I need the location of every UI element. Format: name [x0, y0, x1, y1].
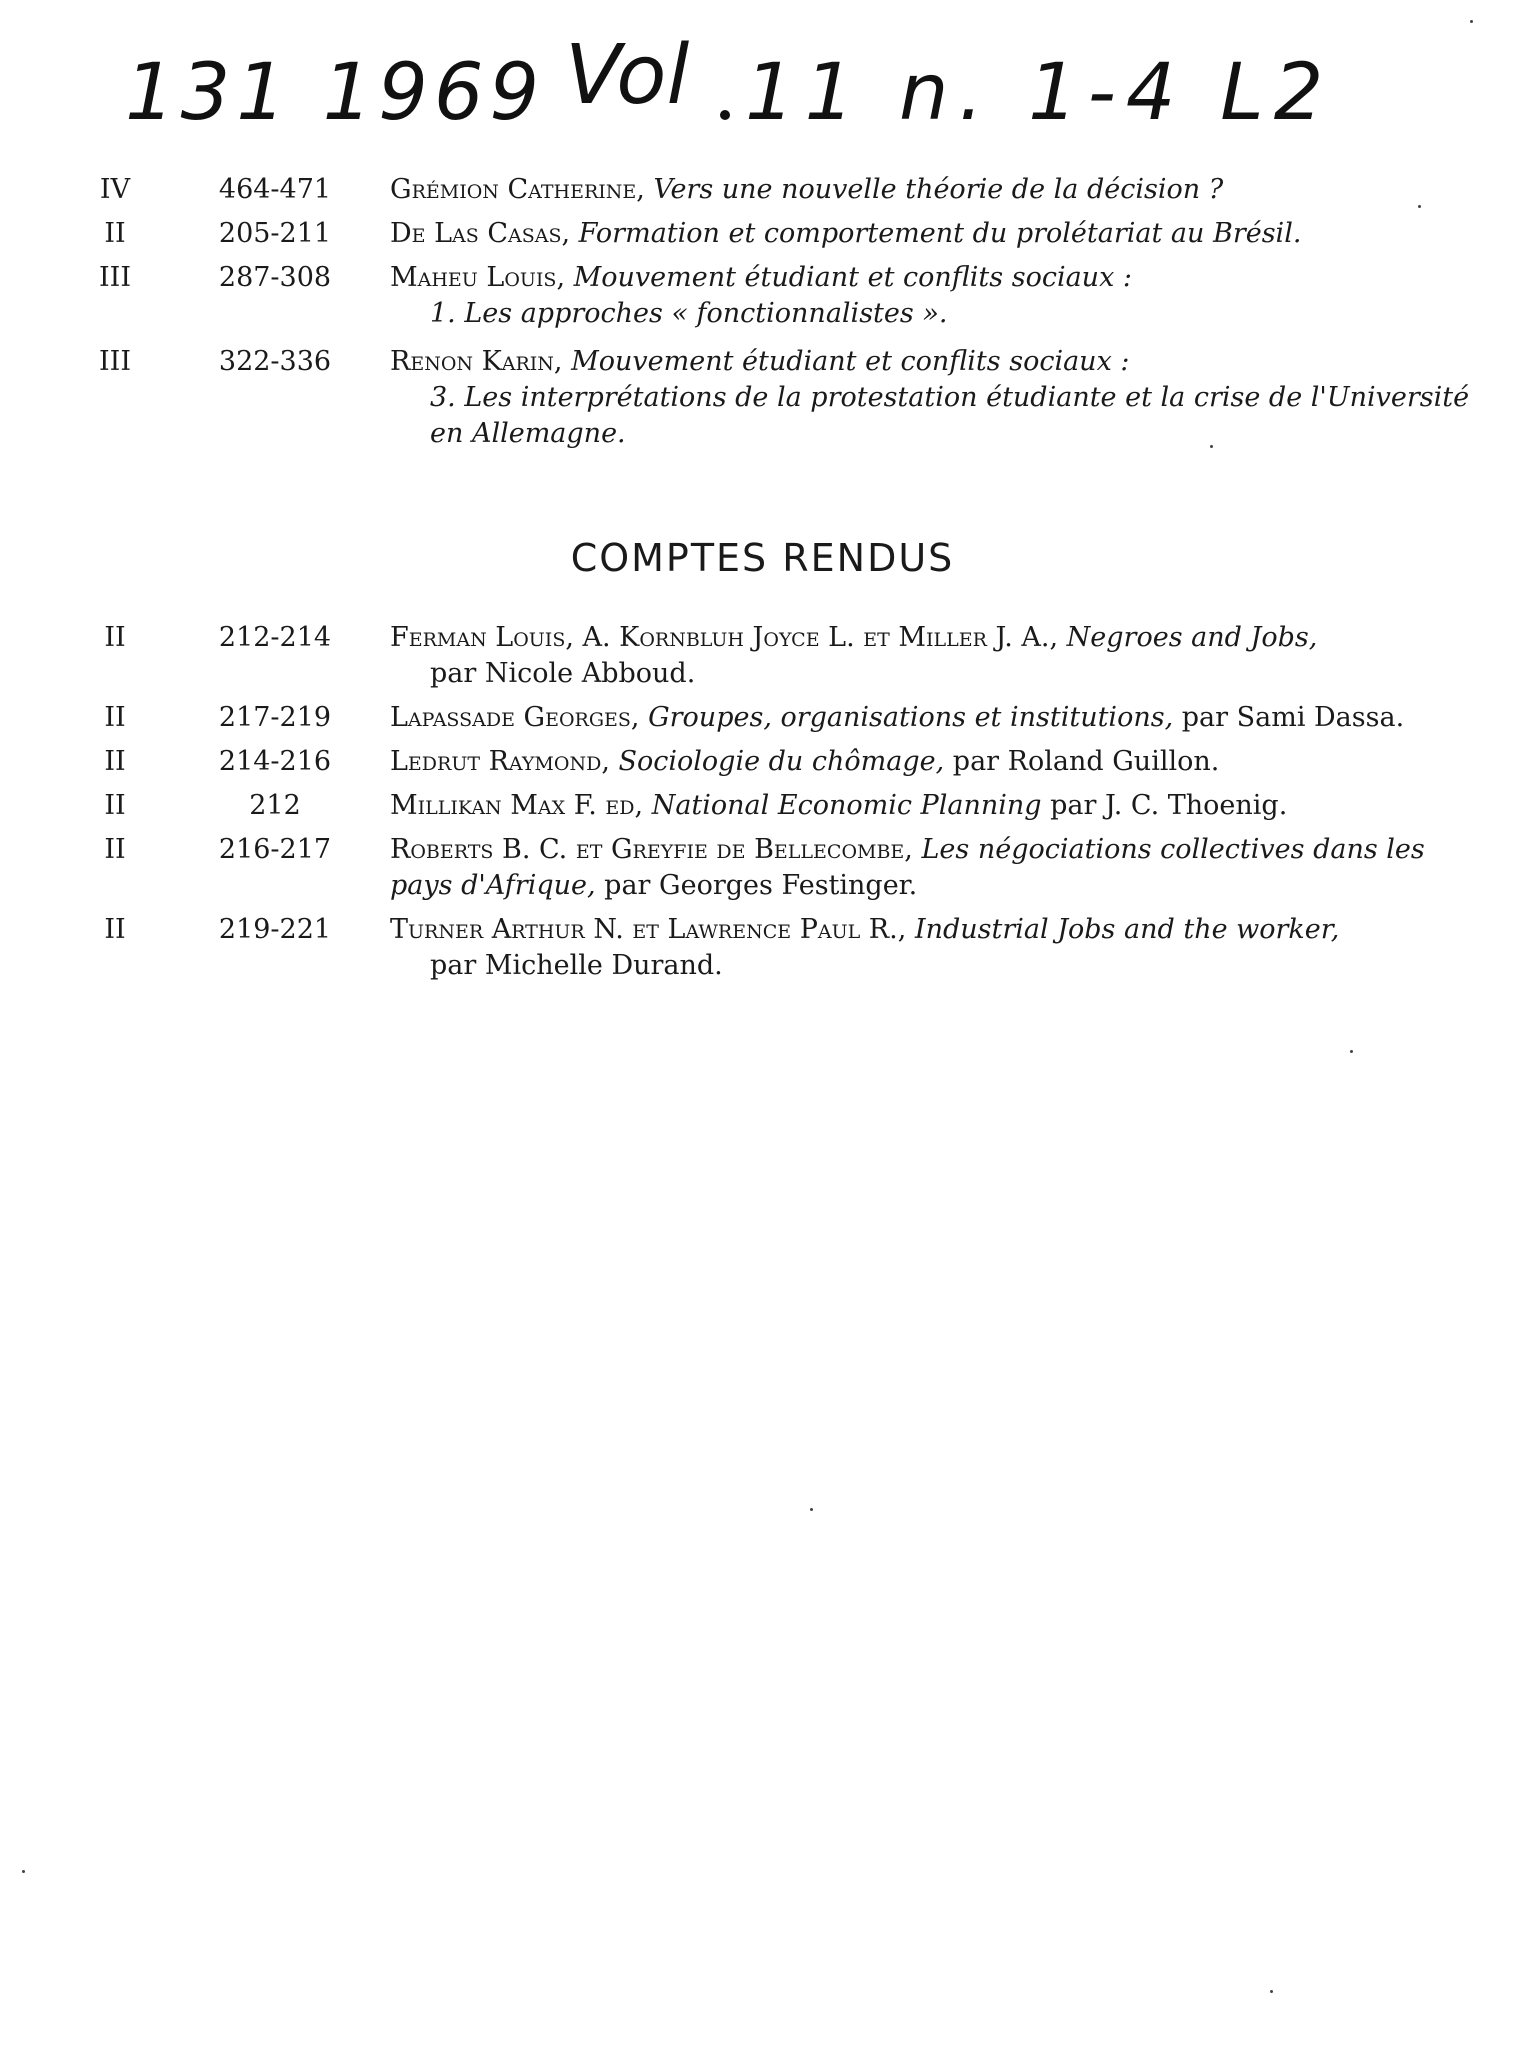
handwritten-issue: 11 n. 1-4 L2: [745, 48, 1334, 138]
review-row: [0, 620, 1525, 700]
page-range: 212-214: [218, 622, 332, 653]
book-title: Les négociations collectives dans les pays d'Afrique,: [390, 834, 1425, 901]
article-subtitle: 1. Les approches « fonctionnalistes ».: [430, 298, 948, 329]
volume-number: III: [99, 262, 131, 293]
scan-speck: [1210, 445, 1213, 448]
review-entry: [390, 788, 1470, 824]
handwritten-number: 131 1969: [125, 48, 546, 138]
handwritten-vol: Vol: [565, 28, 690, 123]
reviewer: par Sami Dassa.: [1181, 702, 1405, 733]
article-entry: [390, 172, 1470, 208]
author: Turner Arthur N. et Lawrence Paul R.,: [390, 914, 907, 945]
article-title: Mouvement étudiant et conflits sociaux :: [573, 262, 1132, 293]
section-title: COMPTES RENDUS: [570, 536, 955, 580]
author: Maheu Louis,: [390, 262, 566, 293]
author: Roberts B. C. et Greyfie de Bellecombe,: [390, 834, 913, 865]
book-title: Sociologie du chômage,: [618, 746, 945, 777]
book-title: National Economic Planning: [651, 790, 1042, 821]
volume-number: IV: [99, 174, 131, 205]
author: Grémion Catherine,: [390, 174, 645, 205]
review-row: [0, 700, 1525, 744]
page-range: 205-211: [218, 218, 332, 249]
scan-speck: [1470, 20, 1473, 23]
page-range: 464-471: [218, 174, 332, 205]
article-entry: [390, 260, 1470, 332]
review-row: [0, 788, 1525, 832]
article-entry: [390, 216, 1470, 252]
scan-speck: [1270, 1990, 1273, 1993]
scan-speck: [22, 1870, 25, 1873]
review-entry: [390, 912, 1470, 984]
page-range: 214-216: [218, 746, 332, 777]
article-title: Vers une nouvelle théorie de la décision ?: [653, 174, 1224, 205]
author: Ferman Louis, A. Kornbluh Joyce L. et Miller J. A.,: [390, 622, 1059, 653]
volume-number: II: [104, 790, 126, 821]
page-range: 287-308: [218, 262, 332, 293]
review-entry: [390, 744, 1470, 780]
volume-number: III: [99, 346, 131, 377]
review-row: [0, 912, 1525, 992]
article-title: Formation et comportement du prolétariat au Brésil.: [578, 218, 1302, 249]
scan-speck: [810, 1508, 813, 1511]
page-range: 216-217: [218, 834, 332, 865]
review-entry: [390, 700, 1470, 736]
book-title: Groupes, organisations et institutions,: [648, 702, 1174, 733]
scan-speck: [1350, 1050, 1353, 1053]
page-range: 217-219: [218, 702, 332, 733]
article-row: [0, 172, 1525, 216]
article-row: [0, 216, 1525, 260]
author: Renon Karin,: [390, 346, 563, 377]
reviewer: par Michelle Durand.: [430, 950, 723, 981]
book-title: Negroes and Jobs,: [1066, 622, 1318, 653]
reviewer: par Roland Guillon.: [952, 746, 1220, 777]
page-range: 212: [249, 790, 301, 821]
reviewer: par Nicole Abboud.: [430, 658, 696, 689]
reviewer: par J. C. Thoenig.: [1050, 790, 1288, 821]
article-title: Mouvement étudiant et conflits sociaux :: [571, 346, 1130, 377]
reviewer: par Georges Festinger.: [604, 870, 918, 901]
review-entry: [390, 620, 1470, 692]
article-row: [0, 260, 1525, 344]
handwritten-annotation: [125, 28, 1375, 158]
volume-number: II: [104, 218, 126, 249]
review-row: [0, 744, 1525, 788]
volume-number: II: [104, 702, 126, 733]
page-range: 322-336: [218, 346, 332, 377]
author: De Las Casas,: [390, 218, 571, 249]
volume-number: II: [104, 834, 126, 865]
page-range: 219-221: [218, 914, 332, 945]
article-row: [0, 344, 1525, 464]
reviews-list: [0, 620, 1525, 992]
book-title: Industrial Jobs and the worker,: [914, 914, 1340, 945]
review-row: [0, 832, 1525, 912]
articles-list: [0, 172, 1525, 464]
article-subtitle: 3. Les interprétations de la protestation étudiante et la crise de l'Université en Allemagne.: [430, 382, 1470, 449]
handwritten-dot: [720, 110, 730, 120]
author: Lapassade Georges,: [390, 702, 640, 733]
scan-speck: [1418, 205, 1421, 208]
author: Ledrut Raymond,: [390, 746, 610, 777]
volume-number: II: [104, 914, 126, 945]
author: Millikan Max F. ed,: [390, 790, 644, 821]
review-entry: [390, 832, 1470, 904]
volume-number: II: [104, 746, 126, 777]
volume-number: II: [104, 622, 126, 653]
article-entry: [390, 344, 1470, 452]
